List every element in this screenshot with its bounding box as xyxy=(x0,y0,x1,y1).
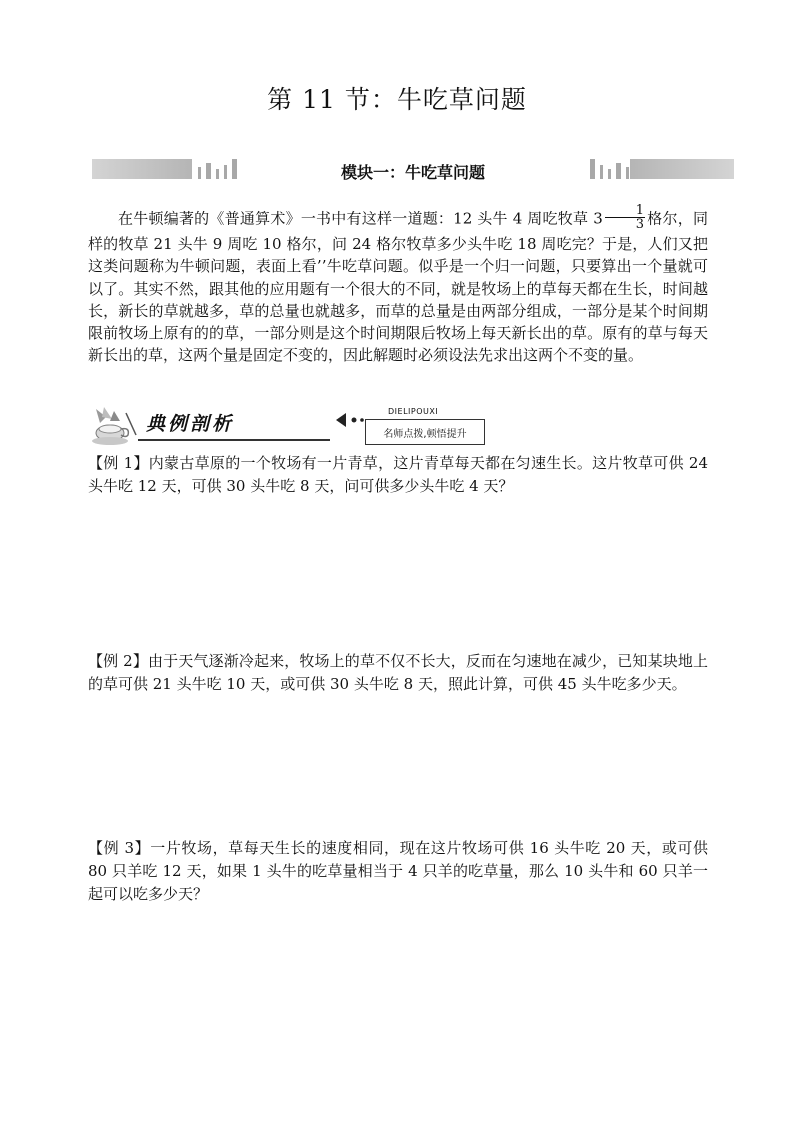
section-subtitle: 名师点拨,顿悟提升 xyxy=(383,429,467,440)
section-subtitle-box xyxy=(365,419,485,445)
page-title: 第 11 节：牛吃草问题 xyxy=(267,85,527,114)
example-1-text: 【例 1】内蒙古草原的一个牧场有一片青草，这片青草每天都在匀速生长。这片牧草可供 24 头牛吃 12 天，可供 30 头牛吃 8 天，问可供多少头牛吃 4 天？ xyxy=(88,454,708,495)
example-3 xyxy=(88,837,708,906)
example-2 xyxy=(88,650,708,696)
module-banner xyxy=(92,155,734,183)
intro-paragraph xyxy=(88,203,708,367)
example-1 xyxy=(88,452,708,498)
intro-text-after: 格尔，同样的牧草 21 头牛 9 周吃 10 格尔，问 24 格尔牧草多少头牛吃 18 周吃完？于是，人们又把这类问题称为牛顿问题，表面上看’’牛吃草问题。似乎是一个归一问题，只要算出一个量就可以了。其实不然，跟其他的应用题有一个很大的不同，就是牧场上的草每天都在生长，时间越长，新长的草就越多，草的总量也就越多，而草的总量是由两部分组成，一部分是某个时间期限前牧场上原有的的草，一部分则是这个时间期限后牧场上每天新长出的草。原有的草与每天新长出的草，这两个量是固定不变的，因此解题时必须设法先求出这两个不变的量。 xyxy=(88,209,708,365)
fraction xyxy=(605,204,645,231)
section-english: DIELIPOUXI xyxy=(388,407,439,416)
intro-text-before: 在牛顿编著的《普通算术》一书中有这样一道题：12 头牛 4 周吃牧草 3 xyxy=(118,209,603,228)
section-underline xyxy=(138,439,330,441)
fraction-denominator: 3 xyxy=(635,217,645,232)
section-header xyxy=(90,405,485,447)
section-title: 典例剖析 xyxy=(146,413,235,435)
module-title: 模块一：牛吃草问题 xyxy=(340,163,485,182)
fraction-numerator: 1 xyxy=(605,204,645,218)
example-2-text: 【例 2】由于天气逐渐冷起来，牧场上的草不仅不长大，反而在匀速地在减少，已知某块地上的草可供 21 头牛吃 10 天，或可供 30 头牛吃 8 天，照此计算，可供 45 头牛吃多少天。 xyxy=(88,652,708,693)
example-3-text: 【例 3】一片牧场，草每天生长的速度相同，现在这片牧场可供 16 头牛吃 20 天，或可供 80 只羊吃 12 天，如果 1 头牛的吃草量相当于 4 只羊的吃草量，那么 10 头牛和 60 只羊一起可以吃多少天？ xyxy=(88,839,708,903)
teacup-icon xyxy=(90,405,138,447)
